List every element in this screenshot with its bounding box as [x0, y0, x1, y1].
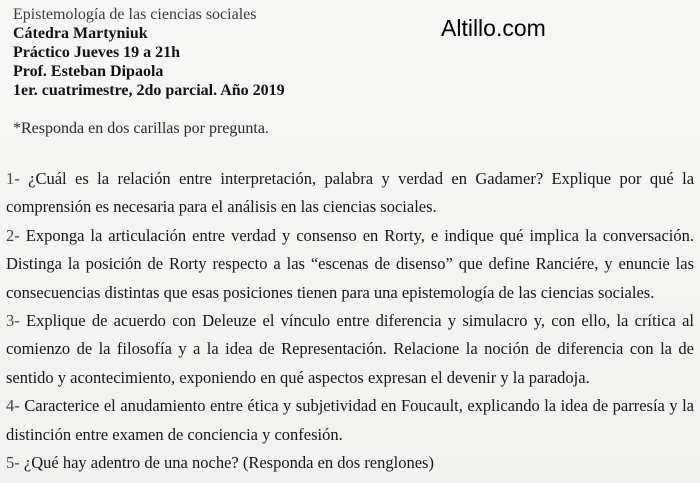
- term-info: 1er. cuatrimestre, 2do parcial. Año 2019: [13, 82, 285, 99]
- question-number: 5-: [6, 453, 20, 473]
- question-item: [6, 165, 694, 222]
- question-list: [6, 165, 694, 477]
- question-item: [6, 307, 694, 392]
- question-item: [6, 222, 694, 307]
- exam-header: [13, 5, 285, 100]
- question-text: ¿Cuál es la relación entre interpretación, palabra y verdad en Gadamer? Explique por qué la comprensión es necesaria para el análisis en las ciencias sociales.: [6, 169, 695, 217]
- question-number: 3-: [6, 311, 20, 331]
- question-item: [6, 449, 694, 477]
- chair-name: Cátedra Martyniuk: [13, 25, 148, 42]
- question-text: Exponga la articulación entre verdad y consenso en Rorty, e indique qué implica la conversación. Distinga la posición de Rorty respecto a las “escenas de disenso” que define Ranciére, y enuncie las consecuencias distintas que esas posiciones tienen para una epistemología de las ciencias sociales.: [6, 225, 695, 302]
- question-number: 1-: [6, 169, 20, 188]
- question-text: Caracterice el anudamiento entre ética y subjetividad en Foucault, explicando la idea de parresía y la distinción entre examen de conciencia y confesión.: [6, 396, 695, 444]
- question-number: 4-: [6, 396, 20, 416]
- question-item: [6, 392, 694, 449]
- practical-schedule: Práctico Jueves 19 a 21h: [13, 44, 181, 61]
- professor-name: Prof. Esteban Dipaola: [13, 63, 164, 80]
- question-number: 2-: [6, 225, 20, 245]
- question-text: Explique de acuerdo con Deleuze el vínculo entre diferencia y simulacro y, con ello, la crítica al comienzo de la filosofía y a la idea de Representación. Relacione la noción de diferencia con la de sentido y acontecimiento, exponiendo en qué aspectos expresan el devenir y la paradoja.: [6, 311, 695, 387]
- question-text: ¿Qué hay adentro de una noche? (Responda en dos renglones): [23, 453, 434, 473]
- site-watermark: Altillo.com: [441, 15, 546, 41]
- course-name: Epistemología de las ciencias sociales: [13, 6, 257, 23]
- instruction-text: *Responda en dos carillas por pregunta.: [13, 120, 269, 137]
